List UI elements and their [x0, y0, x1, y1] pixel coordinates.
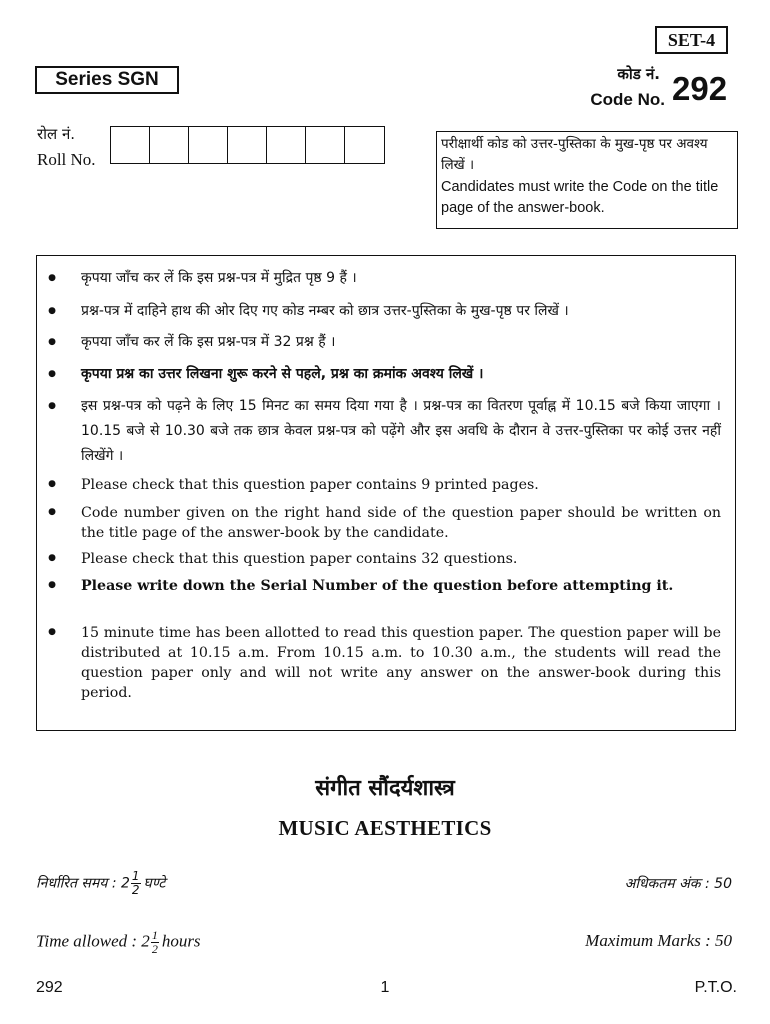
- code-number: 292: [672, 70, 728, 107]
- time-allowed-hindi: [36, 870, 165, 897]
- instruction-text: Please check that this question paper contains 32 questions.: [81, 551, 518, 567]
- instruction-text: Please write down the Serial Number of the question before attempting it.: [81, 578, 674, 594]
- bullet-icon: ●: [48, 401, 56, 411]
- roll-label: Roll No.: [37, 150, 96, 169]
- roll-number-box[interactable]: [189, 127, 228, 163]
- roll-number-box[interactable]: [306, 127, 345, 163]
- instruction-text: 15 minute time has been allotted to read this question paper. The question paper will be distributed at 10.15 a.m. From 10.15 a.m. to 10.30 a.m., the students will read the question paper only and will not write any answer on the answer-book during this period.: [81, 625, 721, 701]
- subject-title-hindi: संगीत सौंदर्यशास्त्र: [315, 776, 455, 801]
- time-hindi-prefix: निर्धारित समय : 2: [36, 875, 130, 892]
- subject-title: MUSIC AESTHETICS: [278, 816, 492, 840]
- fraction-denominator: 2: [131, 883, 140, 897]
- bullet-icon: ●: [48, 273, 56, 283]
- roll-number-boxes[interactable]: [110, 126, 385, 164]
- instruction-text: प्रश्न-पत्र में दाहिने हाथ की ओर दिए गए कोड नम्बर को छात्र उत्तर-पुस्तिका के मुख-पृष्ठ पर लिखें ।: [81, 303, 569, 319]
- bullet-icon: ●: [48, 479, 56, 489]
- fraction-numerator: 1: [151, 928, 158, 942]
- instruction-text: Code number given on the right hand side of the question paper should be written on the title page of the answer-book by the candidate.: [81, 505, 721, 541]
- instruction-text: कृपया जाँच कर लें कि इस प्रश्न-पत्र में 32 प्रश्न हैं ।: [81, 334, 336, 350]
- set-label: SET-4: [655, 26, 728, 54]
- instruction-text: कृपया प्रश्न का उत्तर लिखना शुरू करने से पहले, प्रश्न का क्रमांक अवश्य लिखें ।: [81, 366, 484, 382]
- maximum-marks: Maximum Marks : 50: [585, 931, 732, 950]
- bullet-icon: ●: [48, 369, 56, 379]
- instructions-box: [36, 255, 736, 731]
- instruction-text: Please check that this question paper contains 9 printed pages.: [81, 477, 539, 493]
- code-instruction-note: [436, 131, 738, 229]
- roll-number-box[interactable]: [228, 127, 267, 163]
- half-fraction: [151, 929, 159, 956]
- bullet-icon: ●: [48, 306, 56, 316]
- half-fraction: [131, 870, 141, 897]
- code-label-hindi: कोड नं.: [617, 65, 660, 83]
- bullet-icon: ●: [48, 580, 56, 590]
- instruction-text: इस प्रश्न-पत्र को पढ़ने के लिए 15 मिनट का समय दिया गया है । प्रश्न-पत्र का वितरण पूर्वाह्न में 10.15 बजे किया जाएगा । 10.15 बजे से 10.30 बजे तक छात्र केवल प्रश्न-पत्र को पढ़ेंगे और इस अवधि के दौरान वे उत्तर-पुस्तिका पर कोई उत्तर नहीं लिखेंगे ।: [81, 398, 721, 464]
- bullet-icon: ●: [48, 337, 56, 347]
- page-number: 1: [380, 979, 390, 996]
- note-english: Candidates must write the Code on the title page of the answer-book.: [441, 179, 719, 216]
- maximum-marks-hindi: अधिकतम अंक : 50: [624, 876, 732, 892]
- time-allowed: [36, 929, 201, 956]
- bullet-icon: ●: [48, 507, 56, 517]
- roll-number-box[interactable]: [267, 127, 306, 163]
- time-hindi-suffix: घण्टे: [143, 875, 166, 892]
- pto-label: P.T.O.: [694, 979, 737, 996]
- time-suffix: hours: [161, 931, 201, 951]
- note-hindi: परीक्षार्थी कोड को उत्तर-पुस्तिका के मुख-पृष्ठ पर अवश्य लिखें ।: [441, 136, 708, 173]
- series-label: Series SGN: [35, 66, 179, 94]
- bullet-icon: ●: [48, 627, 56, 637]
- roll-number-box[interactable]: [345, 127, 384, 163]
- footer-code: 292: [36, 979, 63, 996]
- fraction-numerator: 1: [131, 869, 140, 883]
- time-prefix: Time allowed : 2: [36, 931, 150, 951]
- instruction-text: कृपया जाँच कर लें कि इस प्रश्न-पत्र में मुद्रित पृष्ठ 9 हैं ।: [81, 270, 357, 286]
- bullet-icon: ●: [48, 553, 56, 563]
- code-label: Code No.: [590, 90, 665, 109]
- fraction-denominator: 2: [151, 942, 158, 956]
- roll-number-box[interactable]: [150, 127, 189, 163]
- roll-label-hindi: रोल नं.: [37, 125, 76, 143]
- roll-number-box[interactable]: [111, 127, 150, 163]
